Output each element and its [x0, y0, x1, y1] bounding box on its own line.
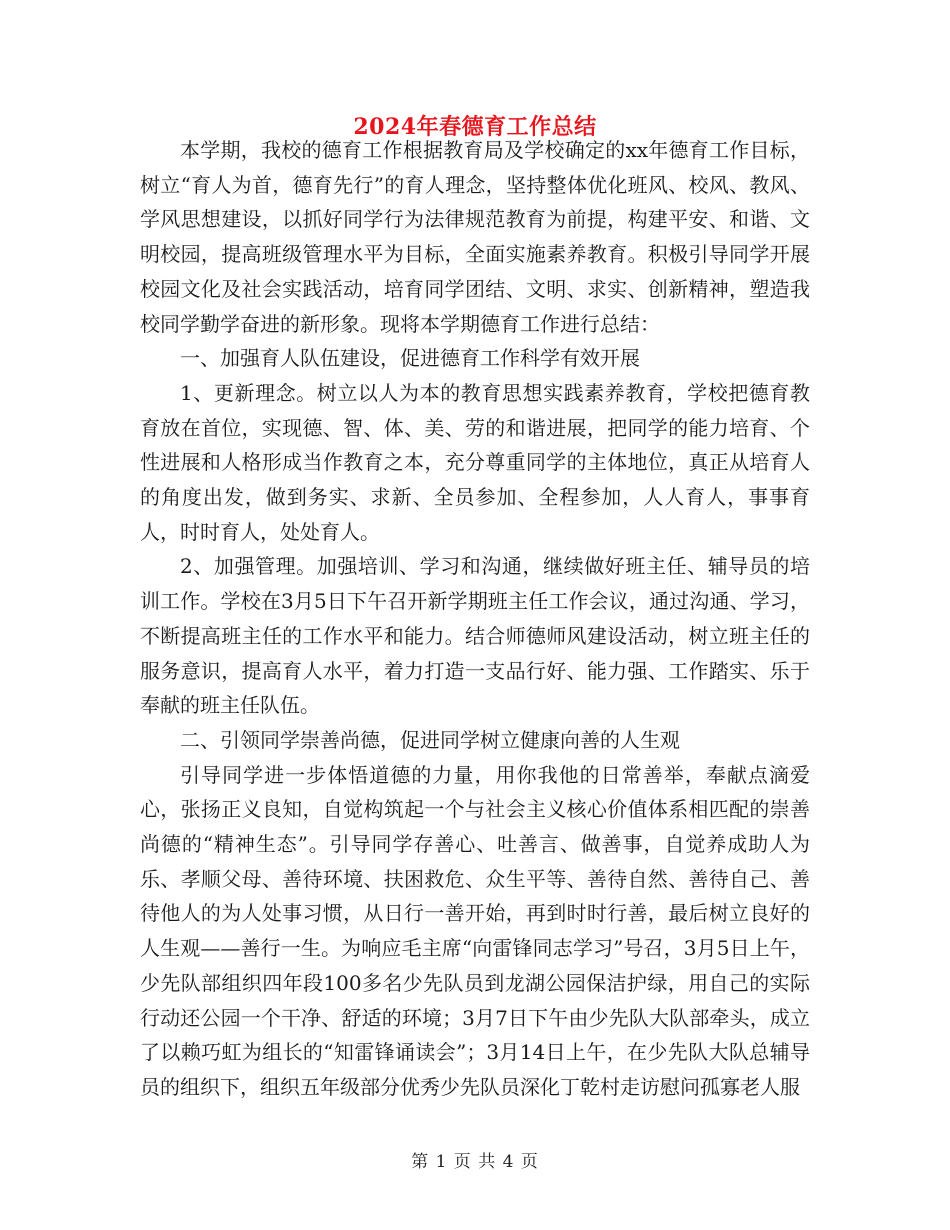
section-2-body-paragraph: 引导同学进一步体悟道德的力量，用你我他的日常善举，奉献点滴爱心，张扬正义良知，自觉构筑起一个与社会主义核心价值体系相匹配的崇善尚德的“精神生态”。引导同学存善心、吐善言、做善事，自觉养成助人为乐、孝顺父母、善待环境、扶困救危、众生平等、善待自然、善待自己、善待他人的为人处事习惯，从日行一善开始，再到时时行善，最后树立良好的人生观——善行一生。为响应毛主席“向雷锋同志学习”号召，3月5日上午，少先队部组织四年段100多名少先队员到龙湖公园保洁护绿，用自己的实际行动还公园一个干净、舒适的环境；3月7日下午由少先队大队部牵头，成立了以赖巧虹为组长的“知雷锋诵读会”；3月14日上午，在少先队大队总辅导员的组织下，组织五年级部分优秀少先队员深化丁乾村走访慰问孤寡老人服: [140, 762, 810, 1099]
document-title: 2024年春德育工作总结: [353, 114, 597, 140]
section-1-item-2-paragraph: 2、加强管理。加强培训、学习和沟通，继续做好班主任、辅导员的培训工作。学校在3月5日下午召开新学期班主任工作会议，通过沟通、学习，不断提高班主任的工作水平和能力。结合师德师风建设活动，树立班主任的服务意识，提高育人水平，着力打造一支品行好、能力强、工作踏实、乐于奉献的班主任队伍。: [140, 554, 810, 718]
intro-paragraph: 本学期，我校的德育工作根据教育局及学校确定的xx年德育工作目标，树立“育人为首，德育先行”的育人理念，坚持整体优化班风、校风、教风、学风思想建设，以抓好同学行为法律规范教育为前提，构建平安、和谐、文明校园，提高班级管理水平为目标，全面实施素养教育。积极引导同学开展校园文化及社会实践活动，培育同学团结、文明、求实、创新精神，塑造我校同学勤学奋进的新形象。现将本学期德育工作进行总结：: [140, 138, 810, 336]
document-body: [140, 133, 810, 1105]
section-1-heading: 一、加强育人队伍建设，促进德育工作科学有效开展: [180, 346, 640, 371]
section-1-item-1-paragraph: 1、更新理念。树立以人为本的教育思想实践素养教育，学校把德育教育放在首位，实现德、智、体、美、劳的和谐进展，把同学的能力培育、个性进展和人格形成当作教育之本，充分尊重同学的主体地位，真正从培育人的角度出发，做到务实、求新、全员参加、全程参加，人人育人，事事育人，时时育人，处处育人。: [140, 380, 810, 544]
page-number-footer: 第 1 页 共 4 页: [411, 1152, 539, 1172]
section-2-heading: 二、引领同学崇善尚德，促进同学树立健康向善的人生观: [180, 727, 680, 752]
